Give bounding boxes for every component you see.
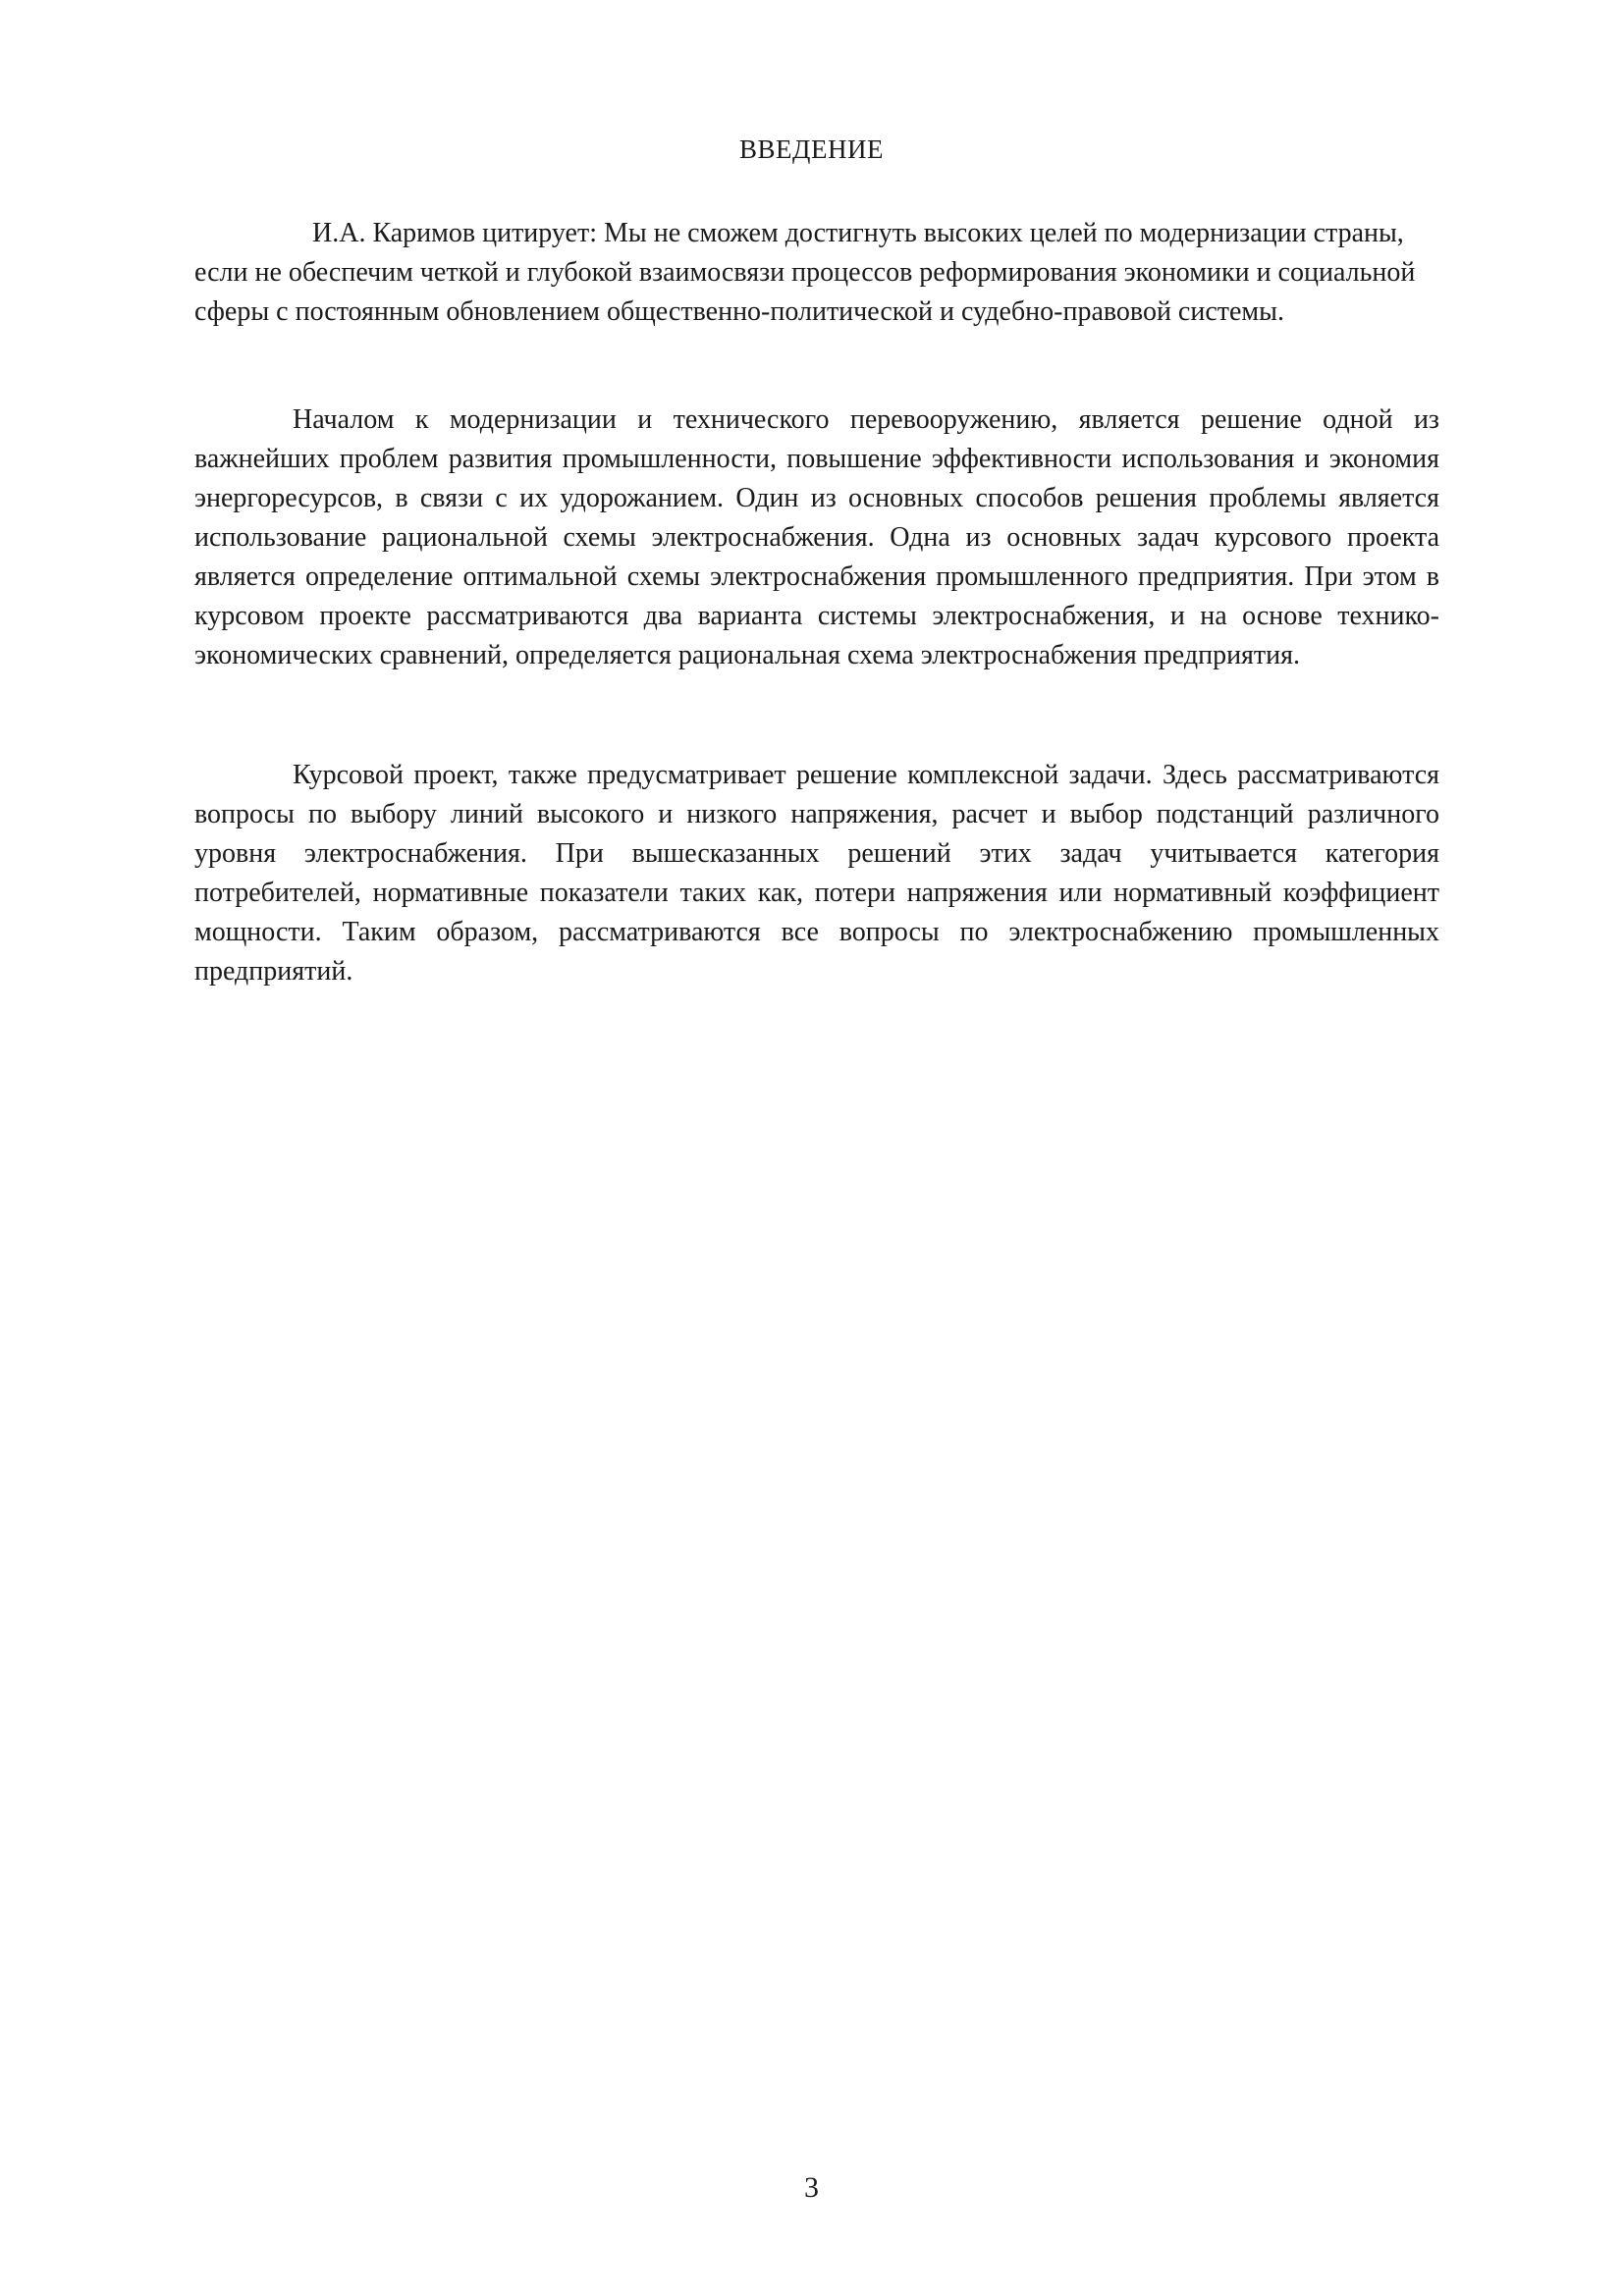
body-paragraph-1: Началом к модернизации и технического перевооружению, является решение одной из важнейших проблем развития промышленности, повышение эффективности использования и экономия энергоресурсов, в связи с их удорожанием. Один из основных способов решения проблемы является использование рациональной схемы электроснабжения. Одна из основных задач курсового проекта является определение оптимальной схемы электроснабжения промышленного предприятия. При этом в курсовом проекте рассматриваются два варианта системы электроснабжения, и на основе технико-экономических сравнений, определяется рациональная схема электроснабжения предприятия. — [194, 404, 1439, 670]
page-number: 3 — [804, 2171, 819, 2204]
page-title: ВВЕДЕНИЕ — [739, 134, 884, 164]
quote-paragraph: И.А. Каримов цитирует: Мы не сможем достигнуть высоких целей по модернизации страны, если не обеспечим четкой и глубокой взаимосвязи процессов реформирования экономики и социальной сферы с постоянным обновлением общественно-политической и судебно-правовой системы. — [194, 218, 1416, 327]
body-paragraph-2: Курсовой проект, также предусматривает решение комплексной задачи. Здесь рассматриваются вопросы по выбору линий высокого и низкого напряжения, расчет и выбор подстанций различного уровня электроснабжения. При вышесказанных решений этих задач учитывается категория потребителей, нормативные показатели таких как, потери напряжения или нормативный коэффициент мощности. Таким образом, рассматриваются все вопросы по электроснабжению промышленных предприятий. — [194, 760, 1439, 987]
